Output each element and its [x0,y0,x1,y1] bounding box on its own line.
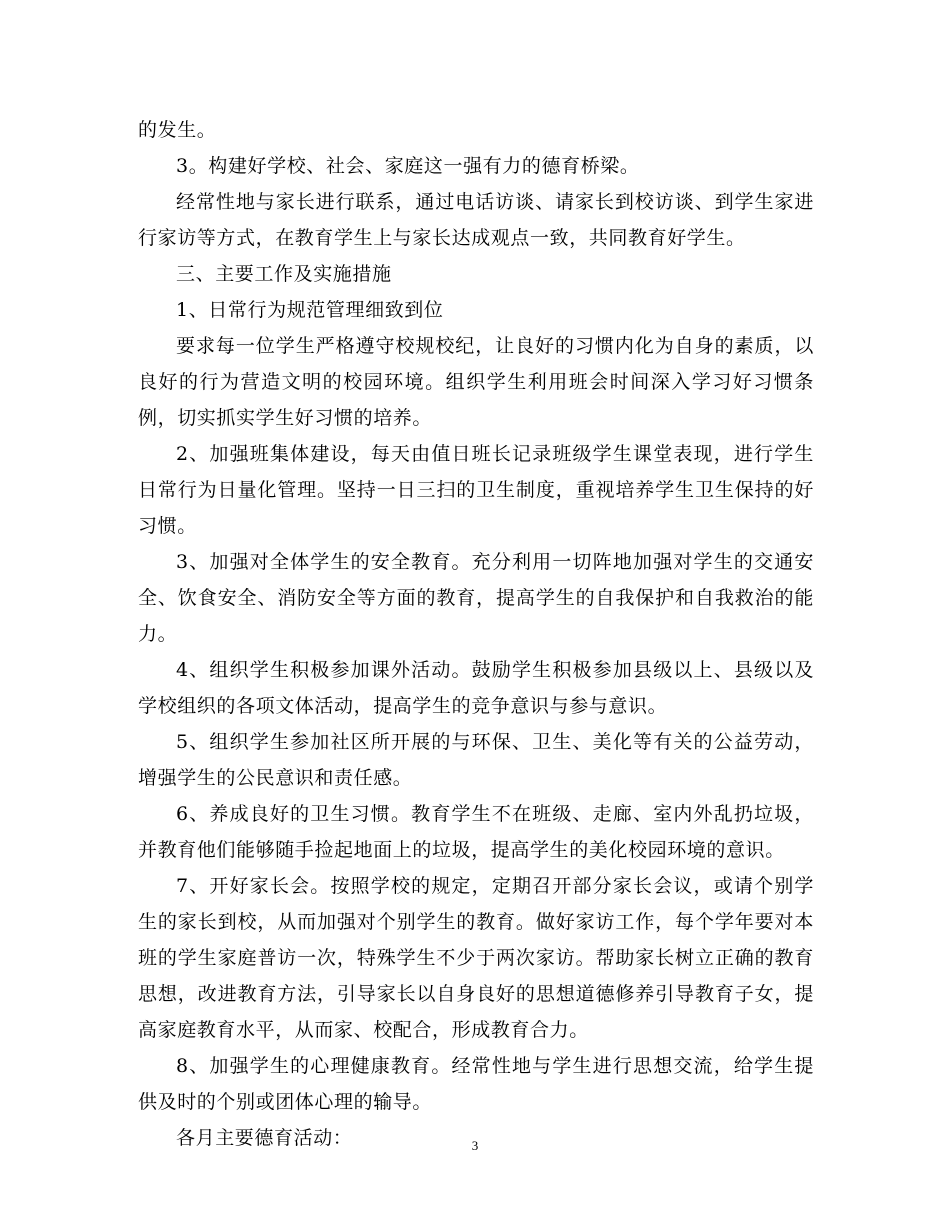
paragraph-rules: 要求每一位学生严格遵守校规校纪，让良好的习惯内化为自身的素质，以良好的行为营造文明的校园环境。组织学生利用班会时间深入学习好习惯条例，切实抓实学生好习惯的培养。 [138,335,814,429]
paragraph-item-6: 6、养成良好的卫生习惯。教育学生不在班级、走廊、室内外乱扔垃圾，并教育他们能够随手捡起地面上的垃圾，提高学生的美化校园环境的意识。 [138,803,814,861]
item-heading-1: 1、日常行为规范管理细致到位 [176,299,444,321]
paragraph-item-2: 2、加强班集体建设，每天由值日班长记录班级学生课堂表现，进行学生日常行为日量化管理。坚持一日三扫的卫生制度，重视培养学生卫生保持的好习惯。 [138,443,814,537]
paragraph-item-7: 7、开好家长会。按照学校的规定，定期召开部分家长会议，或请个别学生的家长到校，从而加强对个别学生的教育。做好家访工作，每个学年要对本班的学生家庭普访一次，特殊学生不少于两次家访。帮助家长树立正确的教育思想，改进教育方法，引导家长以自身良好的思想道德修养引导教育子女，提高家庭教育水平，从而家、校配合，形成教育合力。 [138,875,814,1041]
page-number: 3 [471,1138,479,1153]
paragraph-parent-contact: 经常性地与家长进行联系，通过电话访谈、请家长到校访谈、到学生家进行家访等方式，在教育学生上与家长达成观点一致，共同教育好学生。 [138,191,814,249]
paragraph-item-4: 4、组织学生积极参加课外活动。鼓励学生积极参加县级以上、县级以及学校组织的各项文体活动，提高学生的竞争意识与参与意识。 [138,659,814,717]
paragraph-item-3: 3、加强对全体学生的安全教育。充分利用一切阵地加强对学生的交通安全、饮食安全、消防安全等方面的教育，提高学生的自我保护和自我救治的能力。 [138,551,814,645]
paragraph-monthly-activities: 各月主要德育活动： [176,1127,353,1149]
paragraph-item-5: 5、组织学生参加社区所开展的与环保、卫生、美化等有关的公益劳动，增强学生的公民意识和责任感。 [138,731,814,789]
paragraph-item-8: 8、加强学生的心理健康教育。经常性地与学生进行思想交流，给学生提供及时的个别或团体心理的输导。 [138,1055,814,1113]
section-heading-main-work: 三、主要工作及实施措施 [176,263,392,285]
paragraph-continuation: 的发生。 [138,119,217,141]
document-body [138,112,814,1156]
paragraph-section-3-heading: 3。构建好学校、社会、家庭这一强有力的德育桥梁。 [176,155,640,177]
